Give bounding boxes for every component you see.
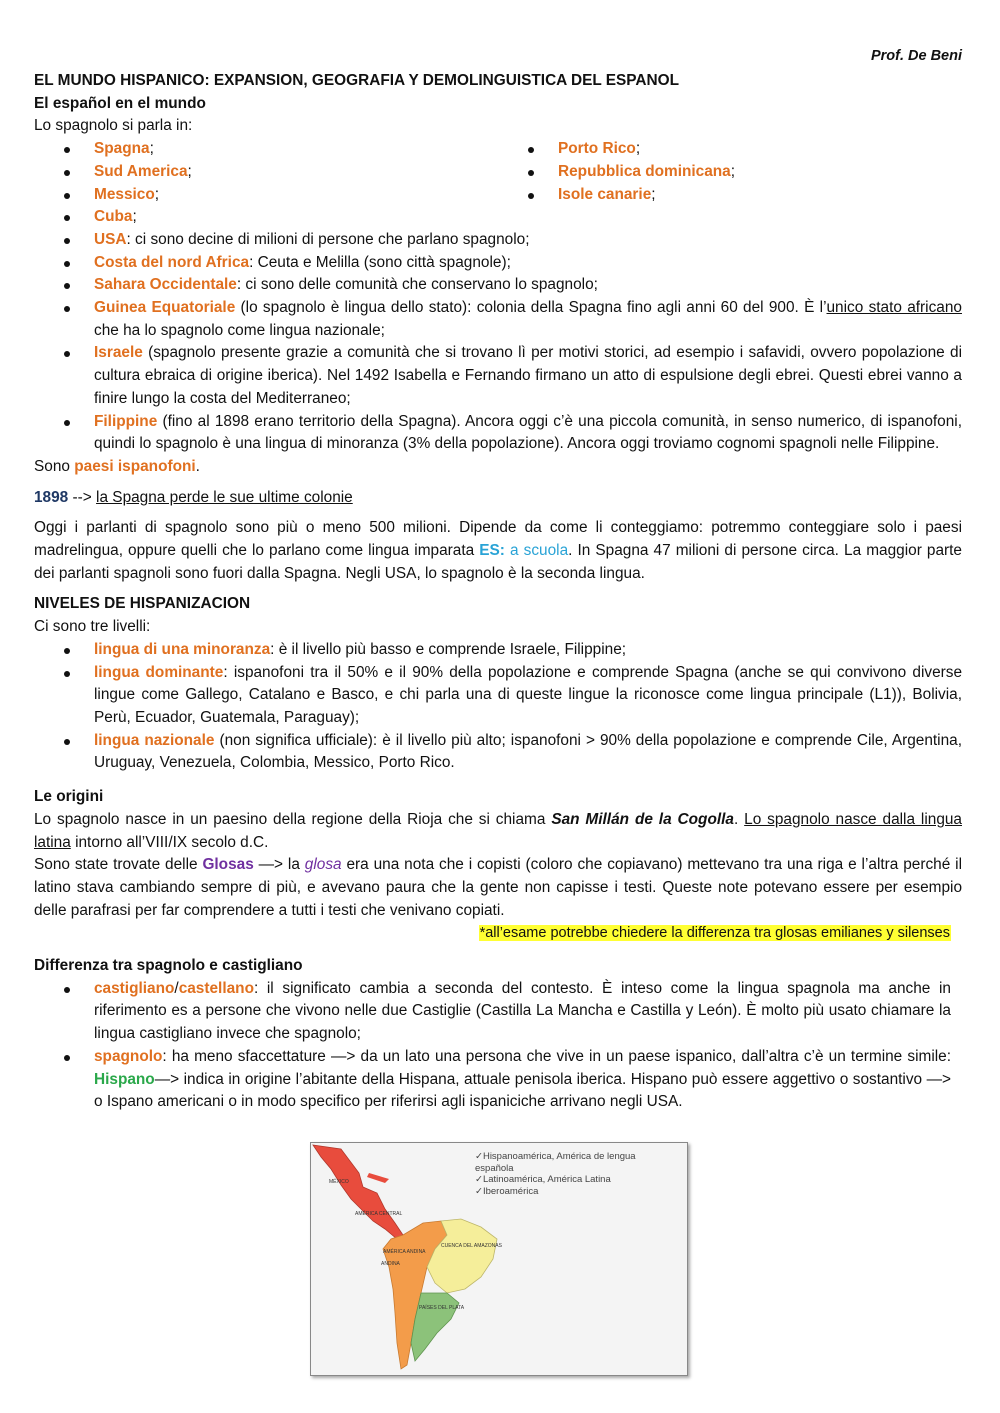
list-item: Guinea Equatoriale (lo spagnolo è lingua dello stato): colonia della Spagna fino agli anni 60 del 900. È l’unico stato africano che ha lo spagnolo come lingua nazionale; bbox=[34, 297, 962, 342]
bullet-icon bbox=[64, 147, 70, 153]
year-line: 1898 --> la Spagna perde le sue ultime colonie bbox=[34, 488, 353, 506]
map-region-caribbean bbox=[367, 1173, 389, 1183]
differenza-list bbox=[34, 978, 951, 1114]
bullet-icon bbox=[64, 671, 70, 677]
origini-paragraph-1: Lo spagnolo nasce in un paesino della regione della Rioja che si chiama San Millán de la Cogolla. Lo spagnolo nasce dalla lingua latina intorno all’VIII/IX secolo d.C. bbox=[34, 810, 962, 851]
legend-line: ✓Latinoamérica, América Latina bbox=[475, 1174, 611, 1185]
author: Prof. De Beni bbox=[870, 48, 962, 64]
map-label-andes: ANDINA bbox=[381, 1261, 400, 1267]
speakers-paragraph: Oggi i parlanti di spagnolo sono più o meno 500 milioni. Dipende da come li conteggiamo: potremmo conteggiare solo i paesi madrelingua, oppure quelli che lo parlano come lingua imparata ES: a scuola. In Spagna 47 milioni di persone circa. La maggior parte dei parlanti spagnoli sono fuori dalla Spagna. Negli USA, lo spagnolo è la seconda lingua. bbox=[34, 519, 962, 582]
list-item: Sud America; bbox=[34, 161, 498, 184]
list-item: lingua dominante: ispanofoni tra il 50% e il 90% della popolazione e comprende Spagna (anche se qui convivono diverse lingue come Gallego, Catalano e Basco, e chi parla una di queste lingue la riconosce come lingua principale (L1)), Bolivia, Perù, Ecuador, Guatemala, Paraguay); bbox=[34, 662, 962, 730]
bullet-icon bbox=[64, 987, 70, 993]
list-item: Porto Rico; bbox=[498, 138, 962, 161]
latin-america-map bbox=[310, 1142, 688, 1376]
list-right bbox=[498, 138, 962, 206]
bullet-icon bbox=[64, 283, 70, 289]
list-item: Filippine (fino al 1898 erano territorio della Spagna). Ancora oggi c’è una piccola comunità, in senso numerico, di ispanofoni, quindi lo spagnolo è una lingua di minoranza (3% della popolazione). Ancora oggi troviamo cognomi spagnoli nelle Filippine. bbox=[34, 411, 962, 456]
bullet-icon bbox=[64, 261, 70, 267]
origini-paragraph-2: Sono state trovate delle Glosas —> la glosa era una nota che i copisti (coloro che copiavano) mettevano tra una riga e l’altra perché il latino stava cambiando sempre di più, e avevano paura che la gente non capisse i testi. Queste note potevano essere per esempio delle parafrasi per far comprendere a tutti i testi che venivano copiati. bbox=[34, 856, 963, 919]
bullet-icon bbox=[528, 170, 534, 176]
map-region-mexico bbox=[313, 1145, 403, 1239]
legend-line: española bbox=[475, 1162, 514, 1174]
intro-text: Lo spagnolo si parla in: bbox=[34, 117, 193, 135]
bullet-icon bbox=[64, 306, 70, 312]
list-item: USA: ci sono decine di milioni di persone che parlano spagnolo; bbox=[34, 229, 962, 252]
map-label-plata: PAÍSES DEL PLATA bbox=[419, 1305, 465, 1311]
section-heading-espanol: El español en el mundo bbox=[34, 94, 206, 112]
page-title: EL MUNDO HISPANICO: EXPANSION, GEOGRAFIA Y DEMOLINGUISTICA DEL ESPANOL bbox=[34, 72, 680, 89]
bullet-icon bbox=[64, 170, 70, 176]
map-label-central: AMÉRICA CENTRAL bbox=[355, 1211, 403, 1217]
map-label-mexico: MÉXICO bbox=[329, 1179, 349, 1185]
list-item: spagnolo: ha meno sfaccettature —> da un lato una persona che vive in un paese ispanico, dall’altra c’è un termine simile: Hispano—> indica in origine l’abitante della Hispana, attuale penisola iberica. Hispano può essere aggettivo o sostantivo —> o Ispano americani o in modo specifico per riferirsi agli ispaniciche arrivano negli USA. bbox=[34, 1046, 951, 1114]
list-item: Spagna; bbox=[34, 138, 498, 161]
bullet-icon bbox=[64, 648, 70, 654]
countries-list bbox=[34, 206, 962, 456]
map-legend bbox=[475, 1151, 680, 1197]
bullet-icon bbox=[64, 215, 70, 221]
section-heading-niveles: NIVELES DE HISPANIZACION bbox=[34, 595, 251, 613]
highlighted-note: *all’esame potrebbe chiedere la differenza tra glosas emilianes y silenses bbox=[479, 925, 950, 942]
bullet-icon bbox=[528, 193, 534, 199]
list-left bbox=[34, 138, 498, 206]
section-heading-origini: Le origini bbox=[34, 788, 104, 806]
list-item: Repubblica dominicana; bbox=[498, 161, 962, 184]
bullet-icon bbox=[64, 420, 70, 426]
list-item: lingua di una minoranza: è il livello più basso e comprende Israele, Filippine; bbox=[34, 639, 962, 662]
list-item: Israele (spagnolo presente grazie a comunità che si trovano lì per motivi storici, ad esempio i safavidi, ovvero popolazione di cultura ebraica di origine iberica). Nel 1492 Isabella e Fernando firmano un atto di espulsione degli ebrei. Questi ebrei vanno a finire lungo la costa del Mediterraneo; bbox=[34, 342, 962, 410]
list-item: castigliano/castellano: il significato cambia a seconda del contesto. È inteso come la lingua spagnola ma anche in riferimento es a persone che vivono nelle due Castiglie (Castilla La Mancha e Castilla y León). È molto più usato chiamare la lingua castigliano invece che spagnolo; bbox=[34, 978, 951, 1046]
list-item: Sahara Occidentale: ci sono delle comunità che conservano lo spagnolo; bbox=[34, 274, 962, 297]
bullet-icon bbox=[64, 1055, 70, 1061]
list-item: Costa del nord Africa: Ceuta e Melilla (sono città spagnole); bbox=[34, 252, 962, 275]
exam-note bbox=[34, 922, 951, 945]
niveles-list bbox=[34, 639, 962, 775]
sono-line: Sono paesi ispanofoni. bbox=[34, 457, 200, 475]
list-item: Isole canarie; bbox=[498, 184, 962, 207]
bullet-icon bbox=[64, 351, 70, 357]
legend-line: ✓Iberoamérica bbox=[475, 1185, 539, 1197]
bullet-icon bbox=[64, 193, 70, 199]
two-column-list bbox=[34, 138, 962, 206]
bullet-icon bbox=[528, 147, 534, 153]
niveles-intro: Ci sono tre livelli: bbox=[34, 618, 151, 636]
document-content bbox=[34, 0, 962, 1114]
legend-line: ✓Hispanoamérica, América de lengua bbox=[475, 1151, 636, 1162]
section-heading-differenza: Differenza tra spagnolo e castigliano bbox=[34, 957, 303, 975]
map-label-andina: AMÉRICA ANDINA bbox=[383, 1249, 426, 1255]
bullet-icon bbox=[64, 238, 70, 244]
map-label-cuenca: CUENCA DEL AMAZONAS bbox=[441, 1243, 502, 1249]
list-item: lingua nazionale (non significa ufficiale): è il livello più alto; ispanofoni > 90% della popolazione e comprende Cile, Argentina, Uruguay, Venezuela, Colombia, Messico, Porto Rico. bbox=[34, 730, 962, 775]
list-item: Cuba; bbox=[34, 206, 962, 229]
bullet-icon bbox=[64, 739, 70, 745]
list-item: Messico; bbox=[34, 184, 498, 207]
